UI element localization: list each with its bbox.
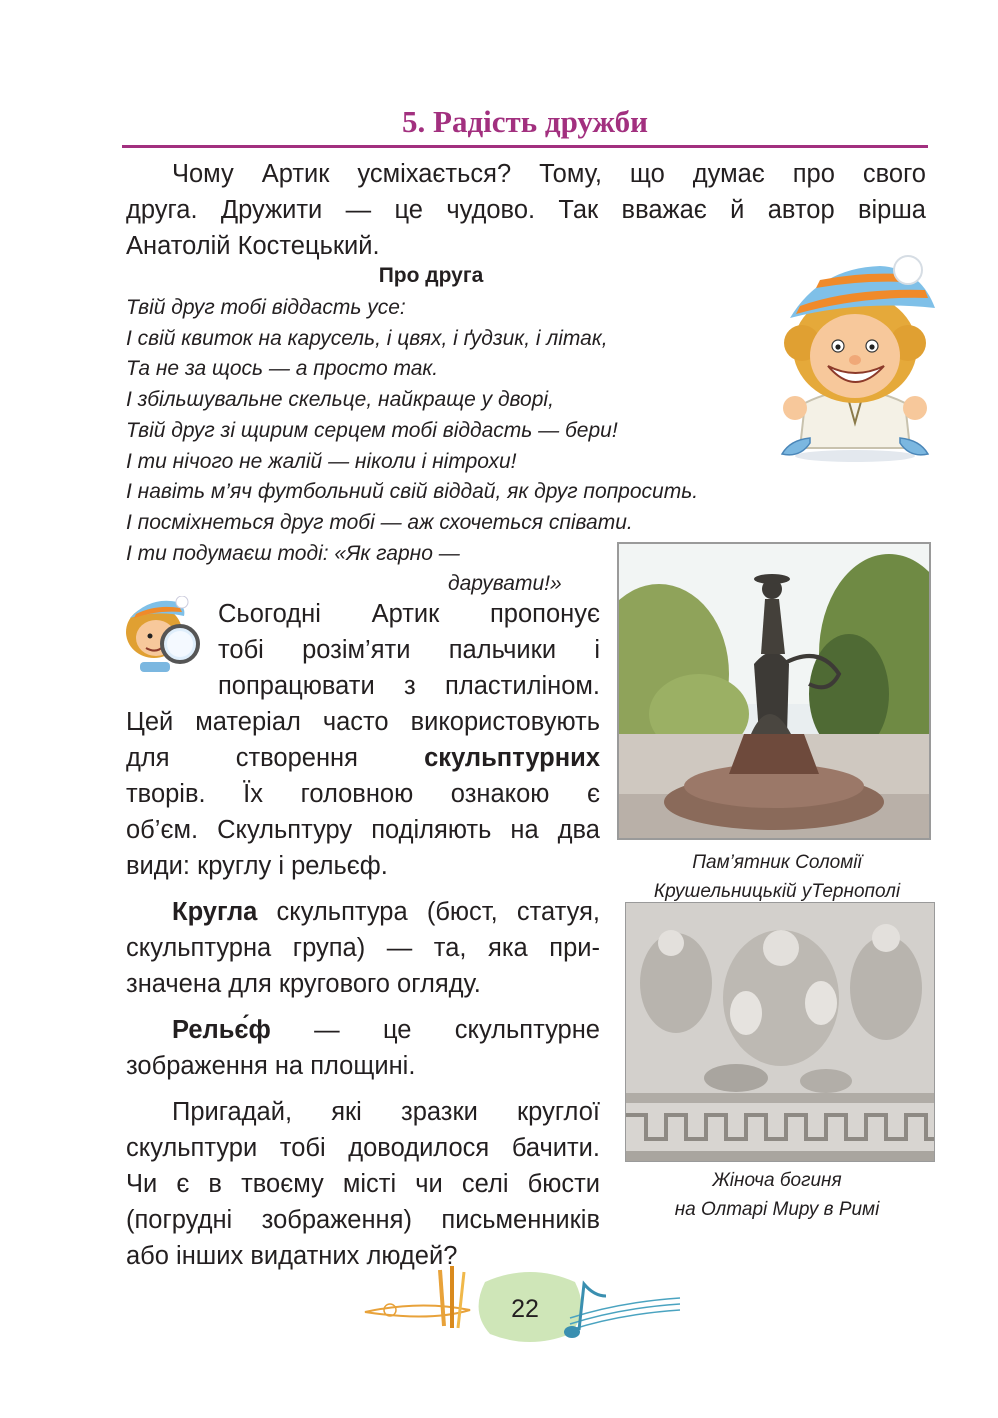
poem-line: І ти нічого не жалій — ніколи і нітрохи! bbox=[126, 449, 517, 473]
paragraph-line: Цей матеріал часто використовують bbox=[126, 708, 600, 736]
paragraph-line bbox=[126, 894, 600, 930]
text-fragment: — це скульптурне bbox=[270, 1016, 600, 1044]
paragraph-line: Пригадай, які зразки круглої bbox=[172, 1098, 600, 1126]
bold-term: Кругла bbox=[172, 898, 258, 926]
monument-caption bbox=[612, 848, 942, 906]
bold-term: скульптурних bbox=[424, 744, 600, 772]
paragraph-line bbox=[126, 1012, 600, 1048]
caption-line: на Олтарі Миру в Римі bbox=[674, 1199, 880, 1220]
paragraph-line: тобі розім’яти пальчики і bbox=[218, 636, 600, 664]
intro-line: Чому Артик усміхається? Тому, що думає про свого bbox=[172, 160, 926, 188]
intro-line: Анатолій Костецький. bbox=[126, 232, 380, 260]
bold-term: Рельє́ф bbox=[172, 1016, 271, 1044]
poem-line: І збільшувальне скельце, найкраще у дворі, bbox=[126, 388, 554, 412]
main-text-column bbox=[126, 704, 600, 1274]
poem-line: Та не за щось — а просто так. bbox=[126, 357, 439, 381]
title-underline bbox=[122, 145, 928, 148]
paragraph-line: значена для кругового огляду. bbox=[126, 970, 481, 998]
artik-magnifier-illustration bbox=[120, 596, 212, 678]
paragraph-line: Сьогодні Артик пропонує bbox=[218, 600, 600, 628]
paragraph-line bbox=[126, 740, 600, 776]
poem-line: І навіть м’яч футбольний свій віддай, як друг попросить. bbox=[126, 480, 699, 504]
poem-line: І посміхнеться друг тобі — аж схочеться співати. bbox=[126, 510, 633, 534]
poem-title: Про друга bbox=[378, 264, 484, 287]
poem-line: Твій друг тобі віддасть усе: bbox=[126, 296, 406, 319]
text-fragment: скульптура (бюст, статуя, bbox=[257, 898, 600, 926]
intro-line: друга. Дружити — це чудово. Так вважає й автор вірша bbox=[126, 196, 926, 224]
paragraph-line: скульптурна група) — та, яка при- bbox=[126, 934, 600, 962]
artik-intro-paragraph bbox=[218, 596, 600, 704]
monument-photo bbox=[617, 542, 931, 840]
poem-line: І ти подумаєш тоді: «Як гарно — bbox=[126, 541, 460, 565]
paragraph-line: Чи є в твоєму місті чи селі бюсти bbox=[126, 1170, 600, 1198]
paragraph-line: попрацювати з пластиліном. bbox=[218, 672, 600, 700]
relief-photo bbox=[625, 902, 935, 1162]
paragraph-line: об’єм. Скульптуру поділяють на два bbox=[126, 816, 600, 844]
page-title: 5. Радість дружби bbox=[402, 104, 648, 139]
page-number: 22 bbox=[511, 1295, 539, 1323]
poem-line: дарувати!» bbox=[448, 572, 562, 596]
poem bbox=[126, 293, 698, 600]
paragraph-line: або інших видатних людей? bbox=[126, 1242, 458, 1270]
poem-line: І свій квиток на карусель, і цвях, і ґудзик, і літак, bbox=[126, 326, 608, 350]
paragraph-line: (погрудні зображення) письменників bbox=[126, 1206, 600, 1234]
relief-caption bbox=[612, 1166, 942, 1224]
paragraph-line: види: круглу і рельєф. bbox=[126, 852, 388, 880]
caption-line: Пам’ятник Соломії bbox=[692, 852, 862, 873]
paragraph-line: скульптури тобі доводилося бачити. bbox=[126, 1134, 600, 1162]
poem-line: Твій друг зі щирим серцем тобі віддасть — бери! bbox=[126, 418, 618, 442]
caption-line: Крушельницькій уТернополі bbox=[653, 881, 901, 902]
caption-line: Жіноча богиня bbox=[712, 1170, 842, 1191]
paragraph-line: зображення на площині. bbox=[126, 1052, 416, 1080]
paragraph-line: творів. Їх головною ознакою є bbox=[126, 780, 600, 808]
text-fragment: для створення bbox=[126, 744, 425, 772]
artik-boy-illustration bbox=[760, 248, 950, 464]
